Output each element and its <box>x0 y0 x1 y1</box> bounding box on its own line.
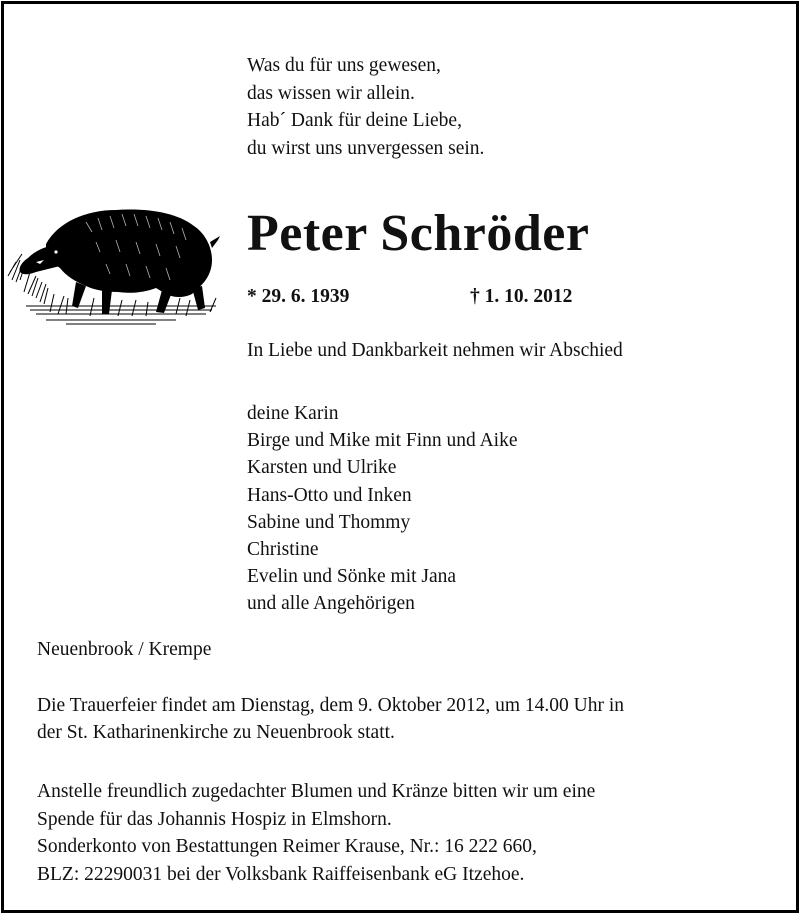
birth-date: * 29. 6. 1939 <box>247 286 350 307</box>
family-member: Evelin und Sönke mit Jana <box>247 566 457 588</box>
poem-line: du wirst uns unvergessen sein. <box>247 137 485 159</box>
poem-line: Hab´ Dank für deine Liebe, <box>247 110 462 131</box>
family-member: deine Karin <box>247 403 339 424</box>
family-member: Birge und Mike mit Finn und Aike <box>247 430 518 452</box>
ceremony-line: der St. Katharinenkirche zu Neuenbrook statt. <box>37 722 395 743</box>
donation-line: Anstelle freundlich zugedachter Blumen und Kränze bitten wir um eine <box>37 781 596 802</box>
family-member: Karsten und Ulrike <box>247 457 397 479</box>
donation-line: Spende für das Johannis Hospiz in Elmshorn. <box>37 808 392 830</box>
poem-line: Was du für uns gewesen, <box>247 55 441 76</box>
family-member: Christine <box>247 539 319 561</box>
family-list <box>247 400 517 618</box>
poem-line: das wissen wir allein. <box>247 82 415 104</box>
death-date: † 1. 10. 2012 <box>470 286 573 307</box>
ceremony-notice <box>37 692 624 746</box>
donation-notice <box>37 778 595 888</box>
place-line: Neuenbrook / Krempe <box>37 639 212 660</box>
family-member: und alle Angehörigen <box>247 593 415 615</box>
obituary-frame <box>1 1 799 913</box>
farewell-line: In Liebe und Dankbarkeit nehmen wir Abschied <box>247 340 623 361</box>
memorial-poem <box>247 52 484 162</box>
ceremony-line: Die Trauerfeier findet am Dienstag, dem 9. Oktober 2012, um 14.00 Uhr in <box>37 695 625 716</box>
donation-line: BLZ: 22290031 bei der Volksbank Raiffeisenbank eG Itzehoe. <box>37 863 525 885</box>
wild-boar-icon <box>6 202 222 328</box>
donation-line: Sonderkonto von Bestattungen Reimer Krause, Nr.: 16 222 660, <box>37 836 537 857</box>
deceased-name: Peter Schröder <box>247 205 590 262</box>
family-member: Hans-Otto und Inken <box>247 484 412 506</box>
family-member: Sabine und Thommy <box>247 511 411 533</box>
